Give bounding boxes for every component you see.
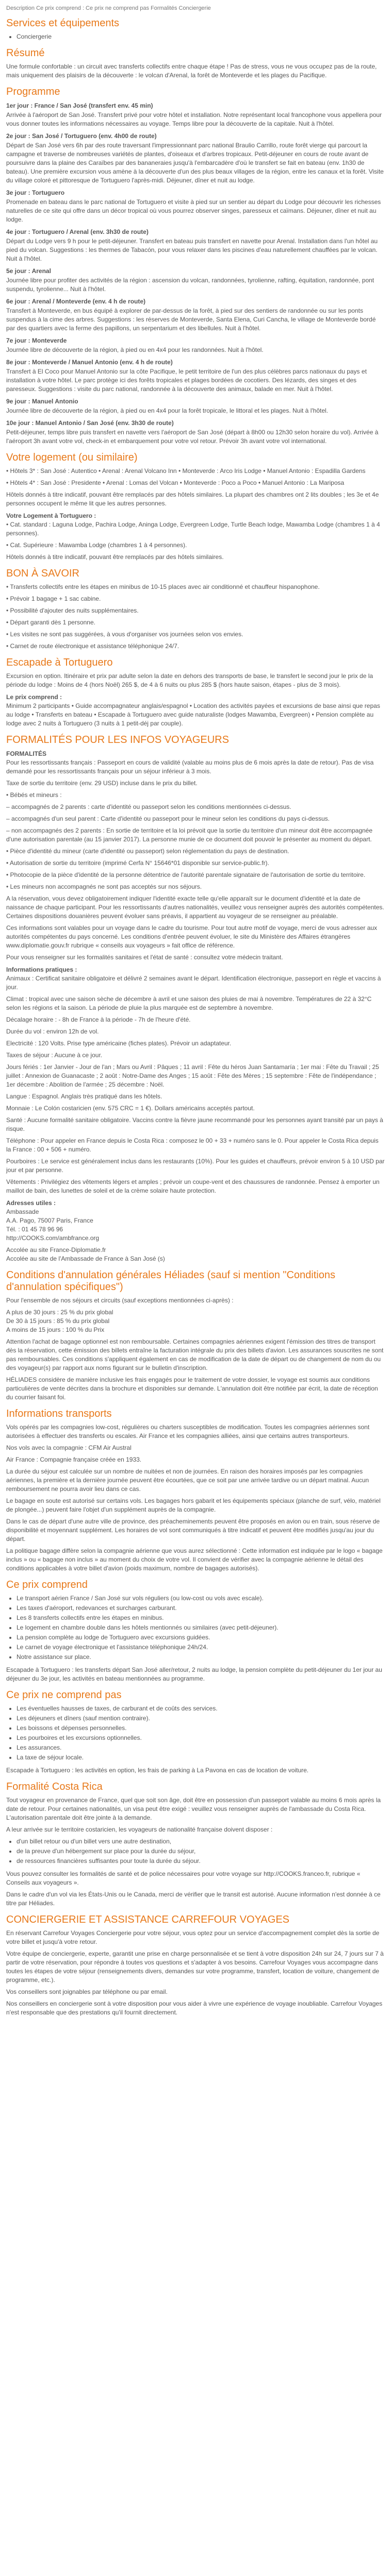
infos-pratiques-heading: Informations pratiques : — [6, 966, 77, 973]
day-text: Transfert à Monteverde, en bus équipé à explorer de par-dessus de la forêt, à pied sur des sentiers de randonnée ou sur les ponts suspendus à la cime des arbres. Suggestions : les réserves de Monteverde, Santa Elena, Curi Cancha, le village de Monteverde bordé par des quartiers avec la ferme des papillons, un serpentarium et des libellules. Nuit à l'hôtel. — [6, 307, 376, 332]
adresse-link[interactable]: http://COOKS.com/ambfrance.org — [6, 1234, 100, 1242]
infos-animaux: Animaux : Certificat sanitaire obligatoire et délivré 2 semaines avant le départ. Identification électronique, passeport en règle et vaccins à jour. — [6, 975, 381, 991]
tortuguero-logement-line: Hôtels donnés à titre indicatif, pouvant être remplacés par des hôtels similaires. — [6, 553, 224, 561]
services-title: Services et équipements — [6, 18, 120, 29]
infos-jours-feries: Jours fériés : 1er Janvier - Jour de l'an ; Mars ou Avril : Pâques ; 11 avril : Fête du héros Juan Santamaría ; 1er mai : Fête du Travail ; 25 juillet : Annexion de Guanacaste ; 2 août : Notre-Dame des Anges ; 15 août : Fête des Mères ; 15 septembre : Fête de l'indépendance ; 1er décembre : Abolition de l'armée ; 25 décembre : Noël. — [6, 1063, 379, 1088]
formalites-bullet: • Bébés et mineurs : — [6, 791, 62, 799]
formalite-costa-rica-item: • de ressources financières suffisantes pour toute la durée du séjour. — [17, 1857, 385, 1866]
transports-text: Le bagage en soute est autorisé sur certains vols. Les bagages hors gabarit et les équipements spéciaux (planche de surf, vélo, matériel de plongée...) peuvent faire l'objet d'un supplément auprès de la compagnie. — [6, 1497, 381, 1513]
conciergerie-text: Vos conseillers sont joignables par téléphone ou par email. — [6, 1988, 168, 1995]
tortuguero-logement-line: • Cat. Supérieure : Mawamba Lodge (chambres 1 à 4 personnes). — [6, 541, 187, 549]
prix-ne-comprend-item: • Les boissons et dépenses personnelles. — [17, 1724, 385, 1733]
prix-ne-comprend-item: • La taxe de séjour locale. — [17, 1753, 385, 1762]
prix-comprend-item: • Notre assistance sur place. — [17, 1653, 385, 1662]
day-text: Départ du Lodge vers 9 h pour le petit-déjeuner. Transfert en bateau puis transfert en navette pour Arenal. Installation dans l'un hôtel au pied du volcan. Suggestions : les thermes de Tabacón, pour vous relaxer dans les piscines d'eau naturellement chauffées par le volcan. Nuit à l'hôtel. — [6, 238, 378, 262]
day-text: Journée libre de découverte de la région, à pied ou en 4x4 pour les randonnées. Nuit à l'hôtel. — [6, 346, 264, 353]
bon-a-savoir-line: • Les visites ne sont pas suggérées, à vous d'organiser vos journées selon vos envies. — [6, 631, 243, 638]
formalites-text: Ces informations sont valables pour un voyage dans le cadre du tourisme. Pour tout autre motif de voyage, merci de vous adresser aux autorités compétentes du pays concerné. Les conditions d'entrée peuvent évoluer, le site du Ministère des Affaires étrangères www.diplomatie.gouv.fr rubrique « conseils aux voyageurs » fait office de référence. — [6, 924, 378, 949]
prix-comprend-item: • Les taxes d'aéroport, redevances et surcharges carburant. — [17, 1604, 385, 1613]
formalites-text: A la réservation, vous devez obligatoirement indiquer l'identité exacte telle qu'elle apparaît sur le document d'identité et la date de naissance de chaque participant. Pour les ressortissants d'autres nationalités, veuillez vous renseigner auprès des autorités compétentes. Certaines dispositions douanières peuvent évoluer sans préavis, il appartient au voyageur de se renseigner au préalable. — [6, 895, 384, 920]
prix-comprend-item: • Le logement en chambre double dans les hôtels mentionnés ou similaires (avec petit-déjeuner). — [17, 1623, 385, 1632]
formalite-costa-rica-list — [6, 1837, 385, 1866]
hotels-line: Hôtels donnés à titre indicatif, pouvant être remplacés par des hôtels similaires. La plupart des chambres ont 2 lits doubles ; les 3e et 4e personnes occupent le même lit que les autres personnes. — [6, 491, 379, 507]
day-heading: 7e jour : Monteverde — [6, 337, 67, 344]
hotels-line: • Hôtels 4* : San José : Presidente • Arenal : Lomas del Volcan • Monteverde : Poco a Poco • Manuel Antonio : La Mariposa — [6, 479, 345, 486]
formalite-costa-rica-text: A leur arrivée sur le territoire costaricien, les voyageurs de nationalité française doivent disposer : — [6, 1826, 273, 1833]
transports-title: Informations transports — [6, 1408, 112, 1419]
prix-comprend-list — [6, 1594, 385, 1662]
formalites-bullet: • Pièce d'identité du mineur (carte d'identité ou passeport) selon réglementation du pays de destination. — [6, 848, 289, 855]
day-heading: 3e jour : Tortuguero — [6, 189, 65, 196]
transports-text: Vols opérés par les compagnies low-cost, régulières ou charters susceptibles de modification. Toutes les compagnies aériennes sont autorisées à effectuer des transferts ou escales. Air France et les compagnies alliées, ainsi que certains autres transporteurs. — [6, 1423, 370, 1439]
formalites-bullet: – accompagnés de 2 parents : carte d'identité ou passeport selon les conditions mentionnées ci-dessus. — [6, 803, 291, 810]
tortuguero-logement-line: • Cat. standard : Laguna Lodge, Pachira Lodge, Aninga Lodge, Evergreen Lodge, Turtle Beach lodge, Mawamba Lodge (chambres 1 à 4 personnes). — [6, 521, 380, 537]
day-text: Journée libre pour profiter des activités de la région : ascension du volcan, randonnées, tyrolienne, rafting, équitation, randonnée, pont suspendu, tyrolienne... Nuit à l'hôtel. — [6, 277, 374, 293]
day-heading: 1er jour : France / San José (transfert env. 45 min) — [6, 102, 153, 109]
conciergerie-text: Votre équipe de conciergerie, experte, garantit une prise en charge personnalisée et se tient à votre disposition 24h sur 24, 7 jours sur 7 à partir de votre réservation, pour répondre à toutes vos questions et s'adapter à vos besoins. Carrefour Voyages vous accompagne dans toutes les étapes de votre séjour (renseignements divers, demandes sur votre programme, transfert, location de voiture, changement de programme, etc.). — [6, 1950, 384, 1984]
infos-vetements: Vêtements : Privilégiez des vêtements légers et amples ; prévoir un coupe-vent et des chaussures de randonnée. Pensez à emporter un maillot de bain, des lunettes de soleil et de la crème solaire haute protection. — [6, 1178, 380, 1194]
inclus-heading: Le prix comprend : — [6, 693, 62, 701]
transports-text: Air France : Compagnie française créée en 1933. — [6, 1456, 142, 1463]
bon-a-savoir-line: • Prévoir 1 bagage + 1 sac cabine. — [6, 595, 101, 602]
day-text: Promenade en bateau dans le parc national de Tortuguero et visite à pied sur un sentier au départ du Lodge pour découvrir les richesses naturelles de ce site qui offre dans un décor tropical où vous pourrez observer singes, paresseux et caïmans. Déjeuner, dîner et nuit au lodge. — [6, 198, 381, 223]
infos-taxes: Taxes de séjour : Aucune à ce jour. — [6, 1052, 103, 1059]
day-heading: 5e jour : Arenal — [6, 267, 51, 275]
formalite-costa-rica-item: • de la preuve d'un hébergement sur place pour la durée du séjour, — [17, 1847, 385, 1856]
resume-title: Résumé — [6, 47, 45, 59]
bon-a-savoir-line: • Carnet de route électronique et assistance téléphonique 24/7. — [6, 642, 180, 650]
formalites-text: Taxe de sortie du territoire (env. 29 USD) incluse dans le prix du billet. — [6, 779, 198, 787]
formalites-title: FORMALITÉS POUR LES INFOS VOYAGEURS — [6, 734, 229, 745]
formalite-costa-rica-item: • d'un billet retour ou d'un billet vers une autre destination, — [17, 1837, 385, 1846]
prix-ne-comprend-item: • Les éventuelles hausses de taxes, de carburant et de coûts des services. — [17, 1704, 385, 1713]
conditions-intro: Pour l'ensemble de nos séjours et circuits (sauf exceptions mentionnées ci-après) : — [6, 1297, 234, 1304]
services-list — [6, 32, 385, 41]
bon-a-savoir-line: • Transferts collectifs entre les étapes en minibus de 10-15 places avec air conditionné et chauffeur hispanophone. — [6, 583, 320, 590]
infos-climat: Climat : tropical avec une saison sèche de décembre à avril et une saison des pluies de mai à novembre. Températures de 22 à 32°C selon les régions et la saison. La période de pluie la plus marquée est de septembre à novembre. — [6, 995, 372, 1011]
formalite-costa-rica-text: Tout voyageur en provenance de France, quel que soit son âge, doit être en possession d'un passeport valable au moins 6 mois après la date de retour. Pour certaines nationalités, un visa peut être exigé : veuillez vous renseigner auprès de l'ambassade du Costa Rica. L'autorisation parentale doit être jointe à la demande. — [6, 1797, 381, 1821]
formalite-costa-rica-text: Vous pouvez consulter les formalités de santé et de police nécessaires pour votre voyage sur http://COOKS.franceo.fr, rubrique « Conseils aux voyageurs ». — [6, 1870, 361, 1886]
conditions-line: De 30 à 15 jours : 85 % du prix global — [6, 1317, 110, 1325]
day-text: Arrivée à l'aéroport de San José. Transfert privé pour votre hôtel et installation. Notre représentant local francophone vous appellera pour vous donner toutes les informations nécessaires au voyage. Temps libre pour la découverte de la capitale. Nuit à l'hôtel. — [6, 111, 382, 127]
hotels-line: • Hôtels 3* : San José : Autentico • Arenal : Arenal Volcano Inn • Monteverde : Arco Iris Lodge • Manuel Antonio : Espadilla Gardens — [6, 467, 366, 474]
day-heading: 8e jour : Monteverde / Manuel Antonio (env. 4 h de route) — [6, 359, 173, 366]
transports-text: La durée du séjour est calculée sur un nombre de nuitées et non de journées. En raison des horaires imposés par les compagnies aériennes, la première et la dernière journée peuvent être écourtées, que ce soit par une arrivée tardive ou un départ matinal. Aucun remboursement ne pourra avoir lieu dans ce cas. — [6, 1468, 369, 1493]
day-heading: 4e jour : Tortuguero / Arenal (env. 3h30 de route) — [6, 228, 149, 235]
prix-comprend-item: • Le transport aérien France / San José sur vols réguliers (ou low-cost ou vols avec escale). — [17, 1594, 385, 1603]
escapade-text: Excursion en option. Itinéraire et prix par adulte selon la date en dehors des transports de base, le transfert le second jour le prix de la période du lodge : Moins de 4 (hors Noël) 265 $, de 4 à 6 nuits ou plus 285 $ (hors haute saison, étapes - plus de 3 mois). — [6, 672, 373, 688]
day-heading: 10e jour : Manuel Antonio / San José (env. 3h30 de route) — [6, 419, 174, 427]
conciergerie-text: Nos conseillers en conciergerie sont à votre disposition pour vous aider à vivre une expérience de voyage inoubliable. Carrefour Voyages n'est responsable que des prestations qu'il fournit directement. — [6, 2000, 383, 2016]
transports-text: Dans le cas de départ d'une autre ville de province, des préacheminements peuvent être proposés en avion ou en train, sous réserve de disponibilité et moyennant supplément. Les horaires de vol sont communiqués à titre indicatif et peuvent être modifiés jusqu'au jour du départ. — [6, 1518, 380, 1543]
prix-comprend-item: • Les 8 transferts collectifs entre les étapes en minibus. — [17, 1614, 385, 1622]
prix-ne-comprend-item: • Les pourboires et les excursions optionnelles. — [17, 1734, 385, 1742]
infos-decalage: Décalage horaire : - 8h de France à la période - 7h de l'heure d'été. — [6, 1016, 191, 1023]
prix-ne-comprend-title: Ce prix ne comprend pas — [6, 1689, 122, 1701]
programme-days — [6, 102, 385, 446]
prix-comprend-note: Escapade à Tortuguero : les transferts départ San José aller/retour, 2 nuits au lodge, la pension complète du petit-déjeuner du 1er jour au déjeuner du 3e jour, les activités en bateau mentionnées au programme. — [6, 1666, 382, 1682]
prix-ne-comprend-list — [6, 1704, 385, 1762]
formalites-bullet: • Autorisation de sortie du territoire (imprimé Cerfa N° 15646*01 disponible sur service-public.fr). — [6, 859, 269, 867]
infos-sante: Santé : Aucune formalité sanitaire obligatoire. Vaccins contre la fièvre jaune recommandé pour les personnes ayant transité par un pays à risque. — [6, 1116, 383, 1132]
services-item: • Conciergerie — [17, 32, 385, 41]
bon-a-savoir-line: • Possibilité d'ajouter des nuits supplémentaires. — [6, 607, 139, 614]
formalite-costa-rica-text: Dans le cadre d'un vol via les États-Unis ou le Canada, merci de vérifier que le transit est autorisé. Aucune information n'est donnée à ce titre par Héliades. — [6, 1891, 381, 1907]
prix-comprend-title: Ce prix comprend — [6, 1579, 88, 1590]
formalites-heading: FORMALITÉS — [6, 750, 46, 757]
day-text: Transfert à El Coco pour Manuel Antonio sur la côte Pacifique, le petit territoire de l'un des plus célèbres parcs nationaux du pays et installation à votre hôtel. Le parc protège ici des forêts tropicales et plages bordées de cocotiers. Des lézards, des singes et des paresseux. Suggestions : visite du parc national, randonnée à la découverte des animaux, balade en mer. Nuit à l'hôtel. — [6, 368, 367, 393]
day-text: Petit-déjeuner, temps libre puis transfert en navette vers l'aéroport de San José (départ à 8h00 ou 12h30 selon horaire du vol). Arrivée à l'aéroport 3h avant votre vol, check-in et embarquement pour votre vol retour. Prévoir 3h avant votre vol international. — [6, 429, 379, 445]
infos-langue: Langue : Espagnol. Anglais très pratiqué dans les hôtels. — [6, 1093, 162, 1100]
consulat-line: Accolée au site France-Diplomatie.fr — [6, 1246, 106, 1253]
resume-text: Une formule confortable : un circuit avec transferts collectifs entre chaque étape ! Pas de stress, vous ne vous occupez pas de la route, mais uniquement des plaisirs de la découverte : le volcan d'Arenal, la forêt de Monteverde et les plages du Pacifique. — [6, 63, 377, 79]
infos-telephone: Téléphone : Pour appeler en France depuis le Costa Rica : composez le 00 + 33 + numéro sans le 0. Pour appeler le Costa Rica depuis la France : 00 + 506 + numéro. — [6, 1137, 379, 1153]
formalites-text: Pour vous renseigner sur les formalités sanitaires et l'état de santé : consultez votre médecin traitant. — [6, 954, 283, 961]
tortuguero-logement-heading: Votre Logement à Tortuguero : — [6, 512, 96, 519]
day-heading: 6e jour : Arenal / Monteverde (env. 4 h de route) — [6, 298, 146, 305]
prix-comprend-item: • La pension complète au lodge de Tortuguero avec excursions guidées. — [17, 1633, 385, 1642]
hotels-title: Votre logement (ou similaire) — [6, 452, 138, 463]
inclus-text: Minimum 2 participants • Guide accompagnateur anglais/espagnol • Location des activités payées et excursions de base ainsi que repas au lodge • Transferts en bateau • Escapade à Tortuguero avec guide naturaliste (lodges Mawamba, Evergreen) • Pension complète au lodge avec 2 nuits à Tortuguero (3 nuits à 1 petit-déj par couple). — [6, 702, 380, 727]
formalites-bullet: • Les mineurs non accompagnés ne sont pas acceptés sur nos séjours. — [6, 883, 202, 890]
prix-ne-comprend-item: • Les déjeuners et dîners (sauf mention contraire). — [17, 1714, 385, 1723]
escapade-title: Escapade à Tortuguero — [6, 657, 113, 668]
conditions-text: HÉLIADES considère de manière inclusive les frais engagés pour le traitement de votre dossier, le voyage est soumis aux conditions particulières de vente décrites dans la brochure et disponibles sur demande. L'annulation doit être notifiée par écrit, la date de réception du courrier faisant foi. — [6, 1376, 378, 1401]
formalites-bullet: • Photocopie de la pièce d'identité de la personne détentrice de l'autorité parentale signataire de l'autorisation de sortie du territoire. — [6, 871, 366, 878]
infos-electricite: Electricité : 120 Volts. Prise type américaine (fiches plates). Prévoir un adaptateur. — [6, 1040, 232, 1047]
infos-monnaie: Monnaie : Le Colón costaricien (env. 575 CRC = 1 €). Dollars américains acceptés partout. — [6, 1105, 255, 1112]
day-text: Journée libre de découverte de la région, à pied ou en 4x4 pour la forêt tropicale, le littoral et les plages. Nuit à l'hôtel. — [6, 407, 329, 414]
adresses-heading: Adresses utiles : — [6, 1199, 56, 1207]
conciergerie-title: CONCIERGERIE ET ASSISTANCE CARREFOUR VOYAGES — [6, 1914, 289, 1925]
formalite-costa-rica-title: Formalité Costa Rica — [6, 1781, 103, 1792]
consulat-line: Accolée au site de l'Ambassade de France à San José (s) — [6, 1255, 165, 1262]
programme-title: Programme — [6, 86, 60, 97]
conditions-line: A plus de 30 jours : 25 % du prix global — [6, 1309, 113, 1316]
prix-ne-comprend-item: • Les assurances. — [17, 1743, 385, 1752]
bon-a-savoir-title: BON À SAVOIR — [6, 568, 79, 579]
conditions-line: A moins de 15 jours : 100 % du Prix — [6, 1326, 105, 1333]
infos-pourboires: Pourboires : Le service est généralement inclus dans les restaurants (10%). Pour les guides et chauffeurs, prévoir environ 5 à 10 USD par jour et par personne. — [6, 1158, 385, 1174]
conditions-title: Conditions d'annulation générales Héliades (sauf si mention "Conditions d'annulation spécifiques") — [6, 1269, 335, 1293]
prix-comprend-item: • Le carnet de voyage électronique et l'assistance téléphonique 24h/24. — [17, 1643, 385, 1652]
adresse-line: A.A. Pago, 75007 Paris, France — [6, 1217, 93, 1224]
transports-text: Nos vols avec la compagnie : CFM Air Austral — [6, 1444, 132, 1451]
adresse-line: Ambassade — [6, 1208, 39, 1215]
infos-duree-vol: Durée du vol : environ 12h de vol. — [6, 1028, 99, 1035]
formalites-bullet: – accompagnés d'un seul parent : Carte d'identité ou passeport pour le mineur selon les conditions du pays ci-dessus. — [6, 815, 330, 822]
prix-ne-comprend-note: Escapade à Tortuguero : les activités en option, les frais de parking à La Pavona en cas de location de voiture. — [6, 1767, 309, 1774]
description-line: Description Ce prix comprend : Ce prix ne comprend pas Formalités Conciergerie — [6, 5, 211, 11]
adresse-line: Tél. : 01 45 78 96 96 — [6, 1226, 63, 1233]
conciergerie-text: En réservant Carrefour Voyages Conciergerie pour votre séjour, vous optez pour un service d'accompagnement complet dès la sortie de votre billet et jusqu'à votre retour. — [6, 1929, 380, 1945]
day-heading: 2e jour : San José / Tortuguero (env. 4h00 de route) — [6, 132, 157, 140]
transports-text: La politique bagage diffère selon la compagnie aérienne que vous aurez sélectionné : Cette information est indiquée par le logo « bagage inclus » ou « bagage non inclus » au moment du choix de votre vol. Il convient de vérifier avec la compagnie aérienne le détail des conditions applicables à votre billet d'avion (poids maximum, nombre de bagages autorisés). — [6, 1547, 383, 1572]
formalites-text: Pour les ressortissants français : Passeport en cours de validité (valable au moins plus de 6 mois après la date de retour). Pas de visa demandé pour les ressortissants français pour un séjour inférieur à 3 mois. — [6, 759, 374, 775]
day-heading: 9e jour : Manuel Antonio — [6, 398, 78, 405]
day-text: Départ de San José vers 6h par des route traversant l'impressionnant parc national Braulio Carrillo, route forêt vierge qui parcourt la campagne et traverse de nombreuses variétés de plantes, d'oiseaux et d'arbres tropicaux. Petit-déjeuner en cours de route avant de poursuivre dans la plaine des Caraïbes par des bananeraies jusqu'à l'embarcadère d'où le transfert se fait en bateau (env. 1h30 de bateau). Une première excursion vous amène à la découverte d'un des plus beaux villages de la région, entre les canaux et la forêt. Visite du village coloré et pittoresque de Tortuguero l'après-midi. Déjeuner, dîner et nuit au lodge. — [6, 142, 384, 184]
bon-a-savoir-line: • Départ garanti dès 1 personne. — [6, 619, 95, 626]
conditions-text: Attention l'achat de bagage optionnel est non remboursable. Certaines compagnies aériennes exigent l'émission des titres de transport dès la réservation, cette émission des billets entraîne la facturation intégrale du prix des billets d'avion. Les assurances souscrites ne sont pas remboursables. Ces conditions s'appliquent également en cas de modification de la date de départ ou de changement de nom du ou des voyageur(s) par rapport aux noms figurant sur le bulletin d'inscription. — [6, 1338, 384, 1371]
formalites-bullet: – non accompagnés des 2 parents : En sortie de territoire et la loi prévoit que la sortie du territoire d'un mineur doit être accompagnée d'une autorisation parentale (au 15 janvier 2017). La personne munie de ce document doit pouvoir le présenter au moment du départ. — [6, 827, 373, 843]
